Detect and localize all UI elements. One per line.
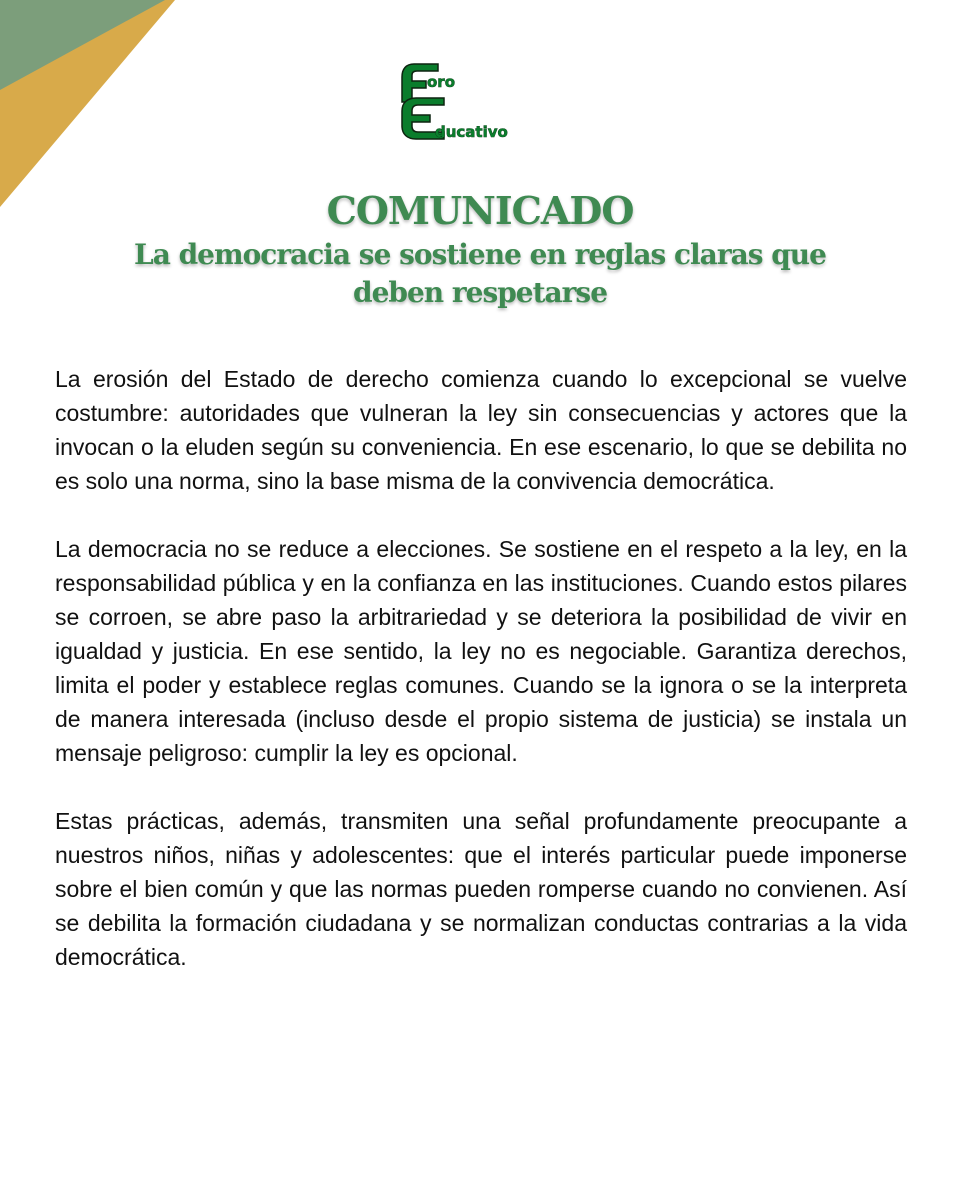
statement-body	[55, 362, 907, 1008]
paragraph-3: Estas prácticas, además, transmiten una señal profundamente preocupante a nuestros niños, niñas y adolescentes: que el interés particular puede imponerse sobre el bien común y que las normas pueden romperse cuando no convienen. Así se debilita la formación ciudadana y se normalizan conductas contrarias a la vida democrática.	[55, 808, 907, 970]
page-subtitle: La democracia se sostiene en reglas claras que deben respetarse	[134, 238, 826, 309]
foro-educativo-logo	[396, 58, 562, 144]
logo-word-educativo: ducativo	[435, 123, 508, 141]
paragraph-1: La erosión del Estado de derecho comienza cuando lo excepcional se vuelve costumbre: autoridades que vulneran la ley sin consecuencias y actores que la invocan o la eluden según su conveniencia. En ese escenario, lo que se debilita no es solo una norma, sino la base misma de la convivencia democrática.	[55, 366, 907, 494]
corner-decoration	[0, 0, 180, 210]
header	[0, 188, 960, 312]
logo-word-foro: oro	[427, 73, 456, 91]
logo-graphic	[396, 58, 562, 144]
page-title: COMUNICADO	[326, 188, 634, 233]
paragraph-2: La democracia no se reduce a elecciones. Se sostiene en el respeto a la ley, en la responsabilidad pública y en la confianza en las instituciones. Cuando estos pilares se corroen, se abre paso la arbitrariedad y se deteriora la posibilidad de vivir en igualdad y justicia. En ese sentido, la ley no es negociable. Garantiza derechos, limita el poder y establece reglas comunes. Cuando se la ignora o se la interpreta de manera interesada (incluso desde el propio sistema de justicia) se instala un mensaje peligroso: cumplir la ley es opcional.	[55, 536, 907, 766]
